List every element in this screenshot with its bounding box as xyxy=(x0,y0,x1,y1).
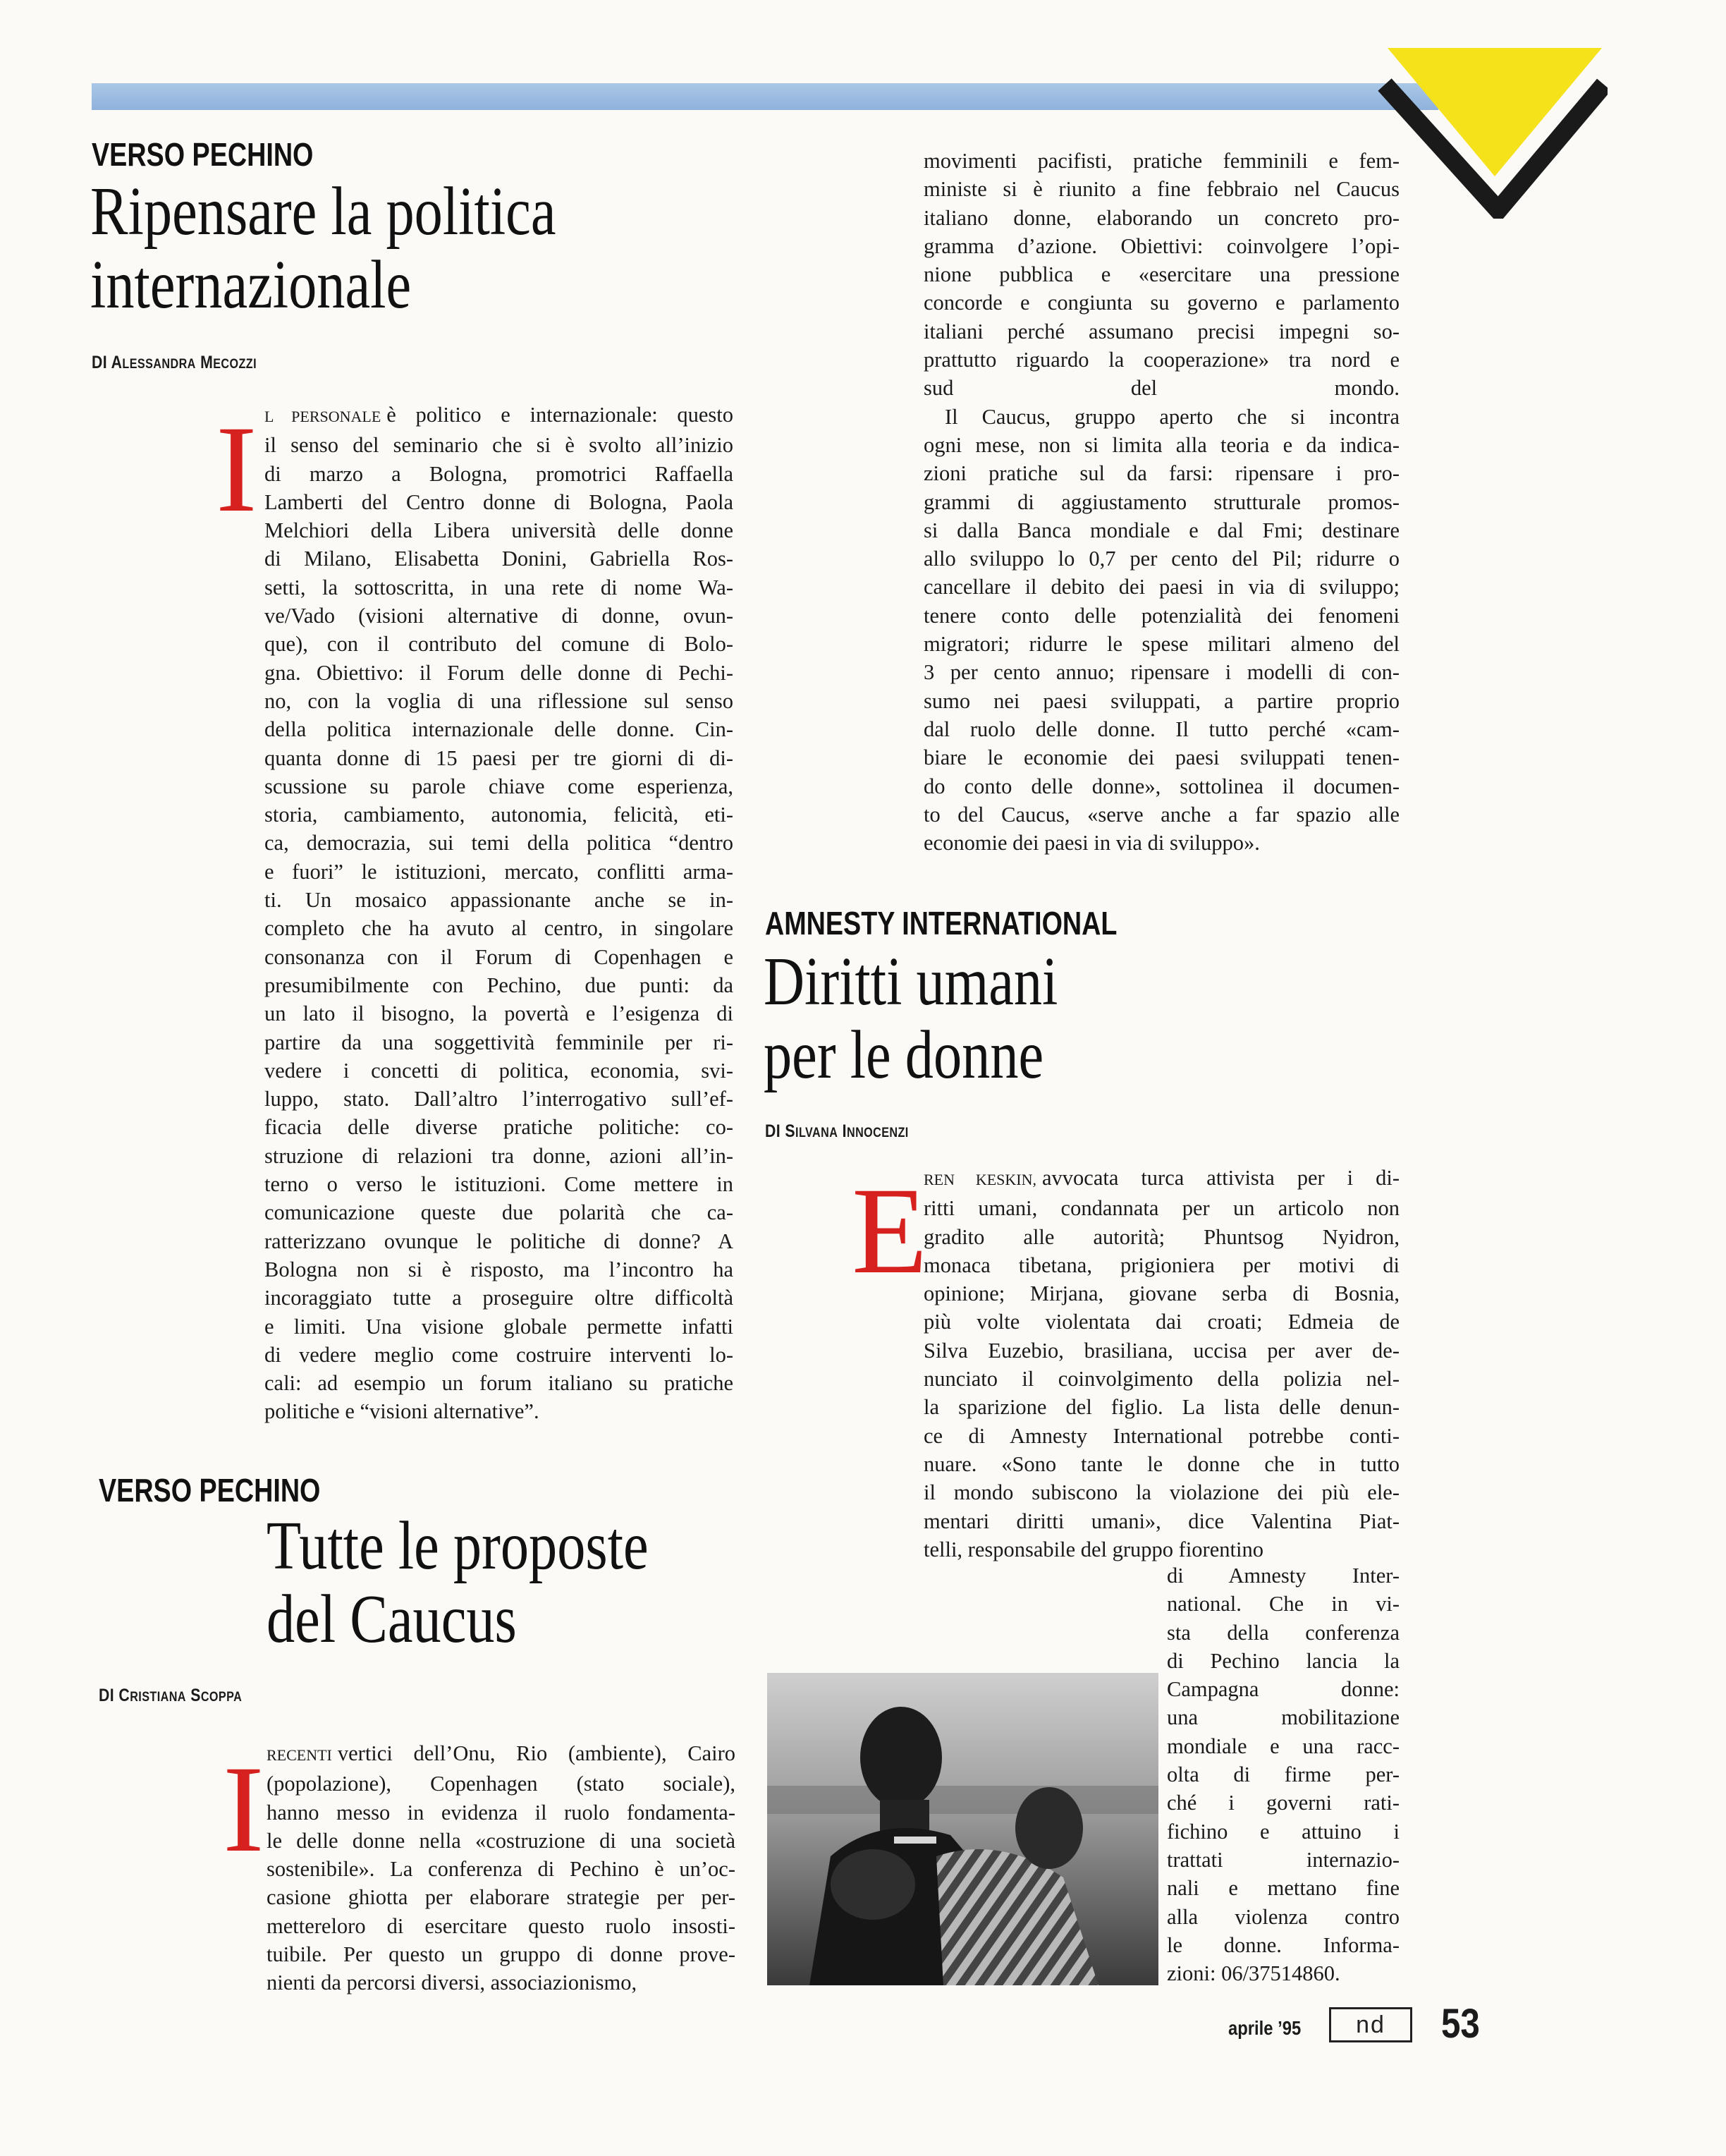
text-line: mettereloro di esercitare questo ruolo insosti- xyxy=(267,1913,735,1938)
text-line: Bologna non si è risposto, ma l’incontro ha xyxy=(264,1257,733,1281)
text-line: cancellare il debito dei paesi in via di sviluppo; xyxy=(924,575,1400,599)
article2-dropcap: I xyxy=(223,1741,264,1878)
text-line: prattutto riguardo la cooperazione» tra nord e xyxy=(924,348,1400,372)
text-line: nunciato il coinvolgimento della polizia nel- xyxy=(924,1367,1400,1391)
text-line: italiano donne, elaborando un concreto pro- xyxy=(924,205,1400,230)
text-line: politiche e “visioni alternative”. xyxy=(264,1399,539,1424)
text-line: L PERSONALE è politico e internazionale: questo xyxy=(264,403,733,427)
text-line: nuare. «Sono tante le donne che in tutto xyxy=(924,1451,1400,1476)
text-line: migratori; ridurre le spese militari almeno del xyxy=(924,632,1400,657)
text-line: e limiti. Una visione globale permette infatti xyxy=(264,1314,733,1339)
article3-headline-line1: Diritti umani xyxy=(764,944,1058,1020)
text-line: 3 per cento annuo; ripensare i modelli di con- xyxy=(924,660,1400,685)
text-line: si dalla Banca mondiale e dal Fmi; destinare xyxy=(924,518,1400,542)
text-line: di Amnesty Inter- xyxy=(1167,1564,1400,1588)
byline-prefix: DI xyxy=(92,353,108,372)
byline-first-rest: ILVANA xyxy=(795,1126,838,1140)
lead-smallcaps: L PERSONALE xyxy=(264,408,381,425)
issue-date: aprile ’95 xyxy=(1228,2017,1302,2039)
text-line: zioni: 06/37514860. xyxy=(1167,1961,1340,1986)
article2-headline xyxy=(267,1509,649,1656)
article2-continued-body xyxy=(924,147,1400,857)
text-line: economie dei paesi in via di sviluppo». xyxy=(924,831,1260,855)
text-line: della politica internazionale delle donne. Cin- xyxy=(264,717,733,742)
article1-headline-line2: internazionale xyxy=(90,247,412,323)
byline-first-rest: LESSANDRA xyxy=(122,357,196,372)
text-line: (popolazione), Copenhagen (stato sociale), xyxy=(267,1772,735,1796)
text-line: monaca tibetana, prigioniera per motivi di xyxy=(924,1253,1400,1277)
byline-last-initial: I xyxy=(842,1121,847,1141)
text-line: nienti da percorsi diversi, associazionismo, xyxy=(267,1971,637,1995)
mother-and-child-photo xyxy=(767,1673,1158,1985)
text-line: completo che ha avuto al centro, in singolare xyxy=(264,916,733,941)
text-line: ogni mese, non si limita alla teoria e da indica- xyxy=(924,432,1400,457)
text-line: zioni pratiche sul da farsi: ripensare i pro- xyxy=(924,461,1400,486)
text-line: Silva Euzebio, brasiliana, uccisa per aver de- xyxy=(924,1338,1400,1363)
text-line: consonanza con il Forum di Copenhagen e xyxy=(264,944,733,969)
text-line: le delle donne nella «costruzione di una società xyxy=(267,1828,735,1853)
text-line: di Pechino lancia la xyxy=(1167,1648,1400,1673)
text-line: dal ruolo delle donne. Il tutto perché «cam- xyxy=(924,717,1400,741)
text-line: di Milano, Elisabetta Donini, Gabriella Ros- xyxy=(264,547,733,571)
article1-dropcap: I xyxy=(216,401,257,538)
text-line: un lato il bisogno, la povertà e l’esigenza di xyxy=(264,1001,733,1026)
text-line: di vedere meglio come costruire interventi lo- xyxy=(264,1342,733,1367)
article1-headline-line1: Ripensare la politica xyxy=(90,173,556,250)
text-line: cali: ad esempio un forum italiano su pratiche xyxy=(264,1371,733,1396)
byline-first-initial: S xyxy=(785,1121,796,1141)
text-line: storia, cambiamento, autonomia, felicità, eti- xyxy=(264,803,733,827)
text-line: national. Che in vi- xyxy=(1167,1592,1400,1616)
text-line: quanta donne di 15 paesi per tre giorni di di- xyxy=(264,745,733,770)
text-line: nali e mettano fine xyxy=(1167,1876,1400,1901)
byline-prefix: DI xyxy=(99,1686,115,1705)
text-line: trattati internazio- xyxy=(1167,1847,1400,1872)
text-line: ficacia delle diverse pratiche politiche: co- xyxy=(264,1115,733,1140)
text-line: le donne. Informa- xyxy=(1167,1932,1400,1957)
text-line: ve/Vado (visioni alternative di donne, ovun- xyxy=(264,604,733,628)
article2-kicker: VERSO PECHINO xyxy=(99,1472,321,1509)
lead-smallcaps: RECENTI xyxy=(267,1746,332,1764)
text-line: nione pubblica e «esercitare una pressione xyxy=(924,262,1400,287)
text-line: sumo nei paesi sviluppati, a partire proprio xyxy=(924,688,1400,713)
byline-last-rest: NNOCENZI xyxy=(846,1126,909,1140)
text-line: ca, democrazia, sui temi della politica “dentro xyxy=(264,831,733,855)
text-line: sud del mondo. xyxy=(924,376,1400,401)
text-line: partire da una soggettività femminile per ri- xyxy=(264,1030,733,1054)
text-line: sta della conferenza xyxy=(1167,1620,1400,1645)
text-line: più volte violentata dai croati; Edmeia de xyxy=(924,1310,1400,1334)
byline-prefix: DI xyxy=(765,1121,781,1141)
text-line: di marzo a Bologna, promotrici Raffaella xyxy=(264,461,733,486)
byline-first-initial: A xyxy=(111,353,123,372)
text-line: ritti umani, condannata per un articolo non xyxy=(924,1196,1400,1221)
text-line: REN KESKIN, avvocata turca attivista per i di- xyxy=(924,1166,1400,1190)
text-line: ché i governi rati- xyxy=(1167,1791,1400,1815)
text-line: to del Caucus, «serve anche a far spazio alle xyxy=(924,802,1400,827)
text-line: hanno messo in evidenza il ruolo fondamenta- xyxy=(267,1800,735,1825)
text-line: tenere conto delle potenzialità dei fenomeni xyxy=(924,603,1400,628)
text-line: concorde e congiunta su governo e parlamento xyxy=(924,291,1400,315)
byline-last-initial: M xyxy=(200,353,214,372)
article2-headline-line1: Tutte le proposte xyxy=(267,1508,649,1584)
text-line: ministe si è riunito a fine febbraio nel Caucus xyxy=(924,177,1400,202)
text-line: la sparizione del figlio. La lista delle denun- xyxy=(924,1395,1400,1420)
text-line: movimenti pacifisti, pratiche femminili e fem- xyxy=(924,149,1400,173)
text-line: scussione su parole chiave come esperienza, xyxy=(264,774,733,798)
page-number: 53 xyxy=(1441,2001,1480,2047)
text-line: una mobilitazione xyxy=(1167,1705,1400,1730)
byline-last-initial: S xyxy=(190,1686,201,1705)
text-line: gradito alle autorità; Phuntsog Nyidron, xyxy=(924,1224,1400,1249)
byline-first-rest: RISTIANA xyxy=(130,1690,186,1705)
article3-body xyxy=(924,1164,1400,1564)
text-line: presumibilmente con Pechino, due punti: da xyxy=(264,973,733,997)
text-line: alla violenza contro xyxy=(1167,1904,1400,1929)
article1-byline xyxy=(92,353,257,373)
text-line: ti. Un mosaico appassionante anche se in- xyxy=(264,888,733,913)
yellow-triangle-chevron-icon xyxy=(1375,42,1608,219)
text-line: e fuori” le istituzioni, mercato, conflitti arma- xyxy=(264,859,733,884)
text-line: ce di Amnesty International potrebbe conti- xyxy=(924,1423,1400,1448)
text-line: tuibile. Per questo un gruppo di donne prove- xyxy=(267,1942,735,1967)
text-line: Campagna donne: xyxy=(1167,1677,1400,1702)
text-line: gna. Obiettivo: il Forum delle donne di Pechi- xyxy=(264,660,733,685)
text-line: que), con il contributo del comune di Bolo- xyxy=(264,632,733,657)
text-line: RECENTI vertici dell’Onu, Rio (ambiente), Cairo xyxy=(267,1741,735,1765)
magazine-logo: nd xyxy=(1329,2007,1412,2042)
article2-headline-line2: del Caucus xyxy=(267,1581,517,1657)
byline-first-initial: C xyxy=(118,1686,130,1705)
text-line: comunicazione queste due polarità che ca- xyxy=(264,1200,733,1225)
text-line: incoraggiato tutte a proseguire oltre difficoltà xyxy=(264,1286,733,1310)
article3-dropcap: E xyxy=(852,1162,928,1300)
text-line: Lamberti del Centro donne di Bologna, Paola xyxy=(264,489,733,514)
text-line: do conto delle donne», sottolinea il documen- xyxy=(924,774,1400,798)
text-line: telli, responsabile del gruppo fiorentino xyxy=(924,1537,1263,1561)
article2-body xyxy=(267,1739,735,1997)
text-line: biare le economie dei paesi sviluppati tenen- xyxy=(924,745,1400,770)
text-line: mentari diritti umani», dice Valentina Piat- xyxy=(924,1509,1400,1533)
text-line: vedere i concetti di politica, economia, svi- xyxy=(264,1058,733,1083)
text-line: struzione di relazioni tra donne, azioni all’in- xyxy=(264,1143,733,1168)
text-line: Il Caucus, gruppo aperto che si incontra xyxy=(945,404,1400,429)
text-line: casione ghiotta per elaborare strategie per per- xyxy=(267,1885,735,1910)
article1-kicker: VERSO PECHINO xyxy=(92,136,314,173)
article3-kicker: AMNESTY INTERNATIONAL xyxy=(765,905,1118,942)
text-line: ratterizzano ovunque le politiche di donne? A xyxy=(264,1229,733,1253)
text-line: italiani perché assumano precisi impegni so- xyxy=(924,319,1400,343)
text-line: allo sviluppo lo 0,7 per cento del Pil; ridurre o xyxy=(924,547,1400,571)
article3-narrow-body xyxy=(1167,1561,1400,1987)
text-line: sostenibile». La conferenza di Pechino è un’oc- xyxy=(267,1857,735,1882)
text-line: opinione; Mirjana, giovane serba di Bosnia, xyxy=(924,1281,1400,1306)
lead-smallcaps: REN KESKIN, xyxy=(924,1171,1036,1188)
article1-headline xyxy=(90,175,556,322)
text-line: luppo, stato. Dall’altro l’interrogativo sull’ef- xyxy=(264,1087,733,1112)
text-line: setti, la sottoscritta, in una rete di nome Wa- xyxy=(264,575,733,599)
byline-last-rest: COPPA xyxy=(200,1690,243,1705)
article3-byline xyxy=(765,1121,909,1142)
text-line: il senso del seminario che si è svolto all’inizio xyxy=(264,433,733,458)
text-line: il mondo subiscono la violazione dei più ele- xyxy=(924,1480,1400,1505)
text-line: terno o verso le istituzioni. Come mettere in xyxy=(264,1172,733,1197)
text-line: grammi di aggiustamento strutturale promos- xyxy=(924,489,1400,514)
article2-byline xyxy=(99,1686,242,1706)
text-line: Melchiori della Libera università delle donne xyxy=(264,518,733,543)
text-line: fichino e attuino i xyxy=(1167,1819,1400,1844)
article1-body xyxy=(264,401,733,1426)
top-color-bar xyxy=(92,83,1438,110)
byline-last-rest: ECOZZI xyxy=(213,357,257,372)
article3-headline-line2: per le donne xyxy=(764,1017,1044,1093)
text-line: olta di firme per- xyxy=(1167,1762,1400,1787)
text-line: gramma d’azione. Obiettivi: coinvolgere l’opi- xyxy=(924,233,1400,258)
text-line: mondiale e una racc- xyxy=(1167,1734,1400,1758)
article3-headline xyxy=(764,945,1058,1092)
text-line: no, con la voglia di una riflessione sul senso xyxy=(264,688,733,713)
